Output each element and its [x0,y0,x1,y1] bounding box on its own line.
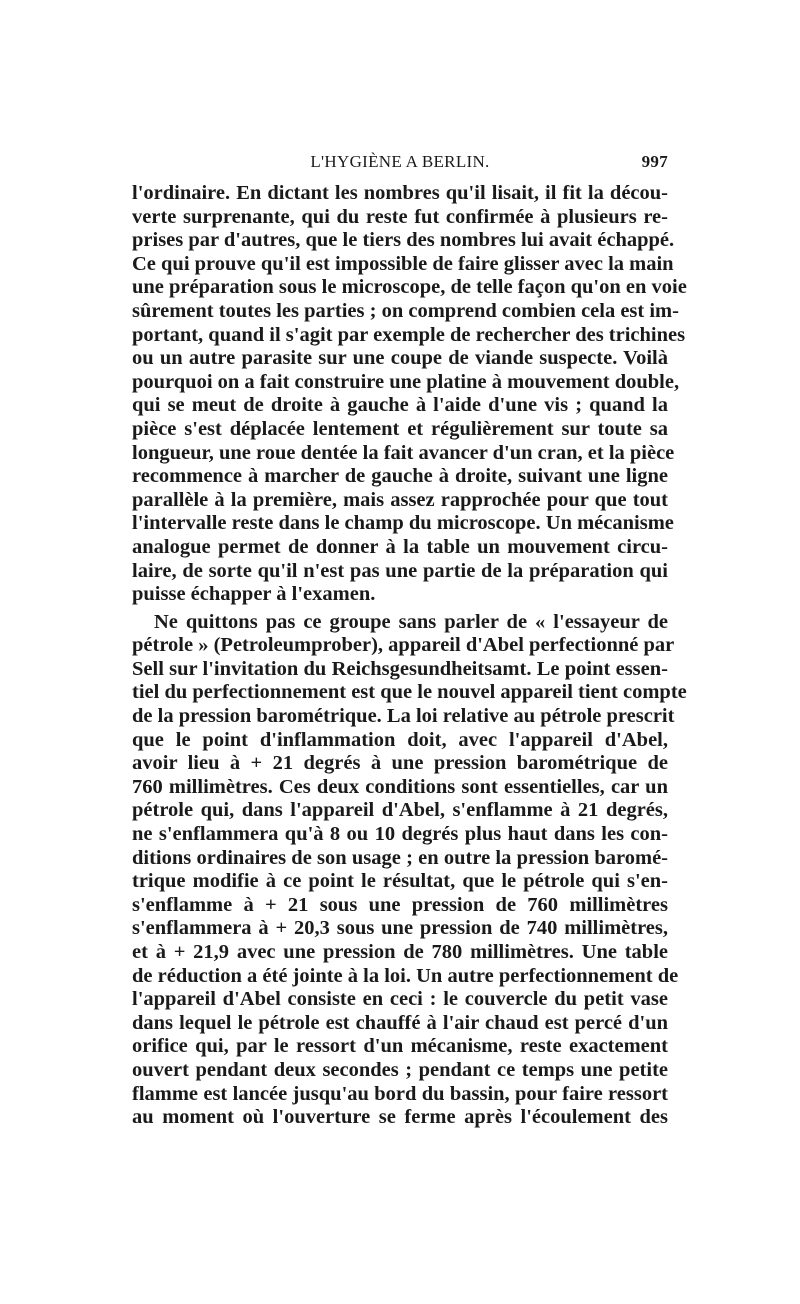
text-line: tiel du perfectionnement est que le nouvel appareil tient compte [132,681,687,704]
text-line: l'appareil d'Abel consiste en ceci : le couvercle du petit vase [132,988,668,1011]
text-line: ou un autre parasite sur une coupe de viande suspecte. Voilà [132,347,668,370]
text-line: s'enflamme à + 21 sous une pression de 760 millimètres [132,893,668,916]
text-line: l'intervalle reste dans le champ du microscope. Un mécanisme [132,512,674,535]
text-line: pourquoi on a fait construire une platine à mouvement double, [132,370,680,393]
text-line: sûrement toutes les parties ; on comprend combien cela est im- [132,299,679,322]
text-line: orifice qui, par le ressort d'un mécanisme, reste exactement [132,1035,668,1058]
text-line: pétrole qui, dans l'appareil d'Abel, s'enflamme à 21 degrés, [132,799,668,822]
text-line: portant, quand il s'agit par exemple de rechercher des trichines [132,323,686,346]
text-line: une préparation sous le microscope, de telle façon qu'on en voie [132,276,687,299]
page-number: 997 [641,152,668,171]
text-line: dans lequel le pétrole est chauffé à l'air chaud est percé d'un [132,1011,668,1034]
text-line: Sell sur l'invitation du Reichsgesundheitsamt. Le point essen- [132,657,668,680]
running-head-title: L'HYGIÈNE A BERLIN. [310,152,490,171]
text-line: avoir lieu à + 21 degrés à une pression barométrique de [132,752,668,775]
paragraph [132,182,687,607]
text-line: recommence à marcher de gauche à droite, suivant une ligne [132,465,668,488]
body-text [132,182,687,1130]
text-line: que le point d'inflammation doit, avec l'appareil d'Abel, [132,728,668,751]
text-line: au moment où l'ouverture se ferme après l'écoulement des [132,1106,668,1129]
text-line: et à + 21,9 avec une pression de 780 millimètres. Une table [132,941,668,963]
text-line: trique modifie à ce point le résultat, que le pétrole qui s'en- [132,870,668,893]
text-line: verte surprenante, qui du reste fut confirmée à plusieurs re- [132,205,668,228]
text-line: longueur, une roue dentée la fait avancer d'un cran, et la pièce [132,441,675,464]
text-line: parallèle à la première, mais assez rapprochée pour que tout [132,488,668,511]
text-line: ouvert pendant deux secondes ; pendant ce temps une petite [132,1058,668,1081]
text-line: analogue permet de donner à la table un mouvement circu- [132,535,668,558]
text-line: ditions ordinaires de son usage ; en outre la pression baromé- [132,846,668,869]
paragraph [132,610,687,1130]
text-line: ne s'enflammera qu'à 8 ou 10 degrés plus haut dans les con- [132,823,668,846]
running-head [132,152,668,182]
text-line: de la pression barométrique. La loi relative au pétrole prescrit [132,705,675,728]
text-line: l'ordinaire. En dictant les nombres qu'il lisait, il fit la décou- [132,182,668,204]
text-line: flamme est lancée jusqu'au bord du bassin, pour faire ressort [132,1082,668,1105]
text-line: de réduction a été jointe à la loi. Un autre perfectionnement de [132,964,679,987]
text-line: puisse échapper à l'examen. [132,583,376,606]
text-line: Ce qui prouve qu'il est impossible de faire glisser avec la main [132,252,674,275]
text-line: s'enflammera à + 20,3 sous une pression de 740 millimètres, [132,917,668,940]
book-page [132,152,687,1130]
text-line: prises par d'autres, que le tiers des nombres lui avait échappé. [132,229,675,252]
text-line: Ne quittons pas ce groupe sans parler de « l'essayeur de [154,610,668,633]
text-line: qui se meut de droite à gauche à l'aide d'une vis ; quand la [132,394,668,417]
text-line: pétrole » (Petroleumprober), appareil d'Abel perfectionné par [132,634,675,657]
text-line: laire, de sorte qu'il n'est pas une partie de la préparation qui [132,559,668,582]
text-line: 760 millimètres. Ces deux conditions sont essentielles, car un [132,775,668,798]
text-line: pièce s'est déplacée lentement et régulièrement sur toute sa [132,417,668,440]
